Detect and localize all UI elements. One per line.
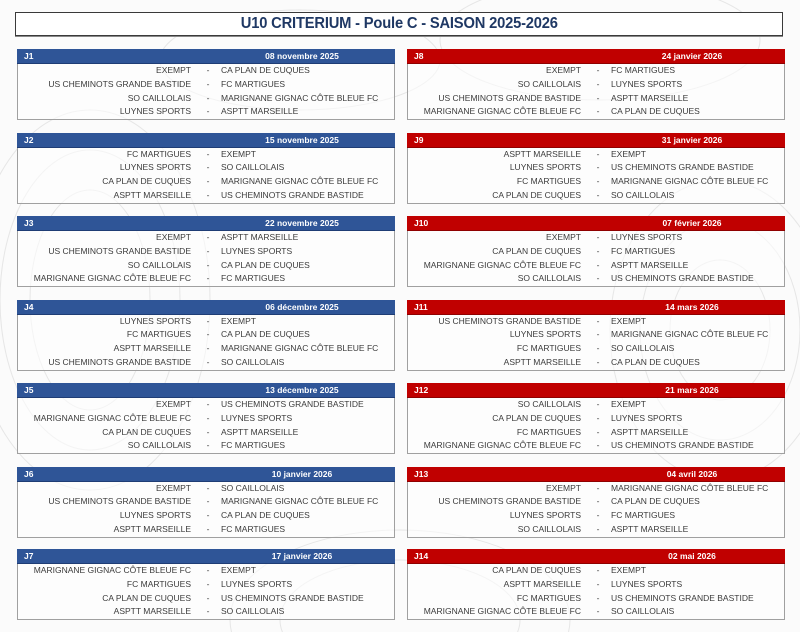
match-separator: - bbox=[206, 412, 210, 423]
round-date: 13 décembre 2025 bbox=[265, 385, 339, 395]
away-team: US CHEMINOTS GRANDE BASTIDE bbox=[221, 189, 364, 200]
home-team: SO CAILLOLAIS bbox=[127, 92, 191, 103]
away-team: ASPTT MARSEILLE bbox=[221, 426, 299, 437]
away-team: ASPTT MARSEILLE bbox=[221, 106, 299, 117]
away-team: US CHEMINOTS GRANDE BASTIDE bbox=[611, 440, 754, 451]
away-team: LUYNES SPORTS bbox=[611, 232, 683, 242]
match-row bbox=[18, 523, 394, 537]
match-separator: - bbox=[206, 92, 210, 103]
round-label: J2 bbox=[24, 134, 34, 145]
round-card-j1 bbox=[17, 49, 395, 120]
match-row bbox=[18, 356, 394, 370]
match-separator: - bbox=[206, 510, 210, 521]
match-separator: - bbox=[596, 245, 600, 256]
match-row bbox=[408, 426, 784, 440]
home-team: LUYNES SPORTS bbox=[119, 510, 191, 521]
match-row bbox=[408, 64, 784, 78]
match-row bbox=[408, 92, 784, 106]
round-date: 07 février 2026 bbox=[662, 218, 722, 228]
match-row bbox=[408, 148, 784, 162]
match-row bbox=[18, 439, 394, 453]
home-team: SO CAILLOLAIS bbox=[127, 440, 191, 451]
match-row bbox=[408, 189, 784, 203]
away-team: CA PLAN DE CUQUES bbox=[221, 65, 310, 75]
away-team: EXEMPT bbox=[221, 315, 256, 326]
match-separator: - bbox=[206, 245, 210, 256]
round-card-j9 bbox=[407, 133, 785, 204]
away-team: FC MARTIGUES bbox=[221, 78, 286, 89]
match-separator: - bbox=[596, 578, 600, 589]
match-separator: - bbox=[596, 162, 600, 173]
round-date: 14 mars 2026 bbox=[665, 301, 719, 312]
match-row bbox=[408, 495, 784, 509]
home-team: SO CAILLOLAIS bbox=[517, 399, 581, 409]
home-team: EXEMPT bbox=[156, 232, 191, 242]
match-row bbox=[408, 578, 784, 592]
round-card-j10 bbox=[407, 216, 785, 287]
match-separator: - bbox=[596, 510, 600, 521]
away-team: CA PLAN DE CUQUES bbox=[611, 496, 700, 507]
round-card-j8 bbox=[407, 49, 785, 120]
match-row bbox=[408, 272, 784, 286]
match-row bbox=[18, 272, 394, 286]
match-separator: - bbox=[596, 176, 600, 187]
match-row bbox=[18, 245, 394, 259]
away-team: LUYNES SPORTS bbox=[221, 412, 293, 423]
home-team: US CHEMINOTS GRANDE BASTIDE bbox=[48, 356, 191, 367]
match-row bbox=[408, 564, 784, 578]
home-team: US CHEMINOTS GRANDE BASTIDE bbox=[48, 78, 191, 89]
away-team: SO CAILLOLAIS bbox=[611, 606, 675, 617]
match-row bbox=[18, 328, 394, 342]
match-separator: - bbox=[206, 482, 210, 493]
match-separator: - bbox=[596, 606, 600, 617]
away-team: US CHEMINOTS GRANDE BASTIDE bbox=[611, 273, 754, 284]
match-row bbox=[18, 231, 394, 245]
round-label: J4 bbox=[24, 301, 34, 312]
match-row bbox=[18, 342, 394, 356]
round-date: 31 janvier 2026 bbox=[661, 134, 723, 145]
round-header bbox=[17, 133, 395, 148]
match-row bbox=[18, 105, 394, 119]
away-team: EXEMPT bbox=[611, 148, 646, 159]
away-team: US CHEMINOTS GRANDE BASTIDE bbox=[611, 592, 754, 603]
away-team: CA PLAN DE CUQUES bbox=[221, 510, 310, 521]
home-team: ASPTT MARSEILLE bbox=[113, 189, 191, 200]
round-date: 04 avril 2026 bbox=[666, 468, 718, 479]
home-team: LUYNES SPORTS bbox=[509, 162, 581, 173]
match-separator: - bbox=[596, 259, 600, 270]
round-label: J10 bbox=[414, 218, 429, 228]
match-row bbox=[18, 495, 394, 509]
away-team: FC MARTIGUES bbox=[611, 65, 676, 75]
round-label: J11 bbox=[414, 301, 428, 312]
match-separator: - bbox=[596, 399, 600, 409]
round-date: 17 janvier 2026 bbox=[271, 551, 333, 561]
round-card-j6 bbox=[17, 467, 395, 538]
match-separator: - bbox=[206, 65, 210, 75]
match-row bbox=[408, 315, 784, 329]
match-separator: - bbox=[596, 106, 600, 117]
match-row bbox=[18, 64, 394, 78]
round-card-j5 bbox=[17, 383, 395, 454]
round-card-j7 bbox=[17, 549, 395, 620]
match-separator: - bbox=[596, 329, 600, 340]
match-separator: - bbox=[206, 496, 210, 507]
home-team: MARIGNANE GIGNAC CÔTE BLEUE FC bbox=[423, 259, 581, 270]
match-row bbox=[408, 175, 784, 189]
home-team: FC MARTIGUES bbox=[126, 578, 191, 589]
away-team: LUYNES SPORTS bbox=[611, 578, 683, 589]
match-separator: - bbox=[596, 356, 600, 367]
away-team: EXEMPT bbox=[221, 565, 256, 575]
home-team: US CHEMINOTS GRANDE BASTIDE bbox=[438, 496, 581, 507]
away-team: EXEMPT bbox=[221, 148, 256, 159]
away-team: CA PLAN DE CUQUES bbox=[221, 259, 310, 270]
match-row bbox=[408, 439, 784, 453]
round-label: J6 bbox=[24, 468, 34, 479]
round-card-j2 bbox=[17, 133, 395, 204]
match-separator: - bbox=[596, 523, 600, 534]
match-separator: - bbox=[206, 162, 210, 173]
home-team: LUYNES SPORTS bbox=[509, 510, 581, 521]
round-card-j13 bbox=[407, 467, 785, 538]
round-header bbox=[407, 549, 785, 564]
match-separator: - bbox=[596, 343, 600, 354]
home-team: MARIGNANE GIGNAC CÔTE BLEUE FC bbox=[423, 106, 581, 117]
match-separator: - bbox=[206, 189, 210, 200]
match-separator: - bbox=[596, 592, 600, 603]
away-team: SO CAILLOLAIS bbox=[221, 482, 285, 493]
match-separator: - bbox=[206, 232, 210, 242]
home-team: ASPTT MARSEILLE bbox=[113, 343, 191, 354]
round-header bbox=[17, 49, 395, 64]
home-team: LUYNES SPORTS bbox=[119, 315, 191, 326]
match-separator: - bbox=[206, 440, 210, 451]
round-label: J13 bbox=[414, 468, 429, 479]
round-header bbox=[407, 383, 785, 398]
match-row bbox=[18, 78, 394, 92]
match-separator: - bbox=[206, 399, 210, 409]
round-date: 24 janvier 2026 bbox=[661, 51, 723, 61]
round-date: 06 décembre 2025 bbox=[265, 301, 339, 312]
round-label: J8 bbox=[414, 51, 424, 61]
match-row bbox=[408, 259, 784, 273]
round-card-j4 bbox=[17, 300, 395, 371]
home-team: LUYNES SPORTS bbox=[119, 106, 191, 117]
home-team: MARIGNANE GIGNAC CÔTE BLEUE FC bbox=[423, 606, 581, 617]
match-separator: - bbox=[596, 565, 600, 575]
home-team: CA PLAN DE CUQUES bbox=[102, 592, 191, 603]
match-separator: - bbox=[596, 426, 600, 437]
match-separator: - bbox=[206, 523, 210, 534]
home-team: ASPTT MARSEILLE bbox=[503, 356, 581, 367]
match-separator: - bbox=[596, 148, 600, 159]
round-date: 10 janvier 2026 bbox=[271, 468, 333, 479]
match-separator: - bbox=[206, 148, 210, 159]
round-card-j3 bbox=[17, 216, 395, 287]
away-team: SO CAILLOLAIS bbox=[611, 343, 675, 354]
home-team: FC MARTIGUES bbox=[516, 426, 581, 437]
match-separator: - bbox=[596, 412, 600, 423]
match-row bbox=[408, 412, 784, 426]
match-separator: - bbox=[206, 315, 210, 326]
match-separator: - bbox=[206, 426, 210, 437]
away-team: US CHEMINOTS GRANDE BASTIDE bbox=[221, 592, 364, 603]
round-label: J7 bbox=[24, 551, 34, 561]
match-row bbox=[18, 578, 394, 592]
home-team: ASPTT MARSEILLE bbox=[113, 523, 191, 534]
away-team: FC MARTIGUES bbox=[611, 245, 676, 256]
match-row bbox=[408, 509, 784, 523]
away-team: FC MARTIGUES bbox=[221, 273, 286, 284]
home-team: US CHEMINOTS GRANDE BASTIDE bbox=[438, 92, 581, 103]
round-header bbox=[407, 300, 785, 315]
match-separator: - bbox=[596, 189, 600, 200]
match-separator: - bbox=[206, 356, 210, 367]
home-team: SO CAILLOLAIS bbox=[517, 523, 581, 534]
home-team: CA PLAN DE CUQUES bbox=[492, 412, 581, 423]
round-card-j12 bbox=[407, 383, 785, 454]
away-team: MARIGNANE GIGNAC CÔTE BLEUE FC bbox=[221, 176, 379, 187]
home-team: EXEMPT bbox=[546, 482, 581, 493]
home-team: LUYNES SPORTS bbox=[509, 329, 581, 340]
away-team: LUYNES SPORTS bbox=[221, 245, 293, 256]
round-date: 08 novembre 2025 bbox=[265, 51, 339, 61]
away-team: EXEMPT bbox=[611, 399, 646, 409]
away-team: MARIGNANE GIGNAC CÔTE BLEUE FC bbox=[221, 92, 379, 103]
away-team: SO CAILLOLAIS bbox=[611, 189, 675, 200]
away-team: SO CAILLOLAIS bbox=[221, 356, 285, 367]
round-header bbox=[407, 467, 785, 482]
home-team: EXEMPT bbox=[156, 482, 191, 493]
home-team: EXEMPT bbox=[546, 232, 581, 242]
match-row bbox=[18, 398, 394, 412]
page-title-box bbox=[15, 12, 783, 36]
home-team: US CHEMINOTS GRANDE BASTIDE bbox=[438, 315, 581, 326]
round-date: 21 mars 2026 bbox=[665, 385, 719, 395]
round-label: J14 bbox=[414, 551, 429, 561]
round-header bbox=[17, 383, 395, 398]
home-team: CA PLAN DE CUQUES bbox=[102, 176, 191, 187]
match-row bbox=[18, 564, 394, 578]
away-team: LUYNES SPORTS bbox=[611, 78, 683, 89]
match-separator: - bbox=[596, 496, 600, 507]
match-row bbox=[18, 482, 394, 496]
away-team: US CHEMINOTS GRANDE BASTIDE bbox=[611, 162, 754, 173]
home-team: FC MARTIGUES bbox=[126, 329, 191, 340]
match-row bbox=[18, 605, 394, 619]
away-team: CA PLAN DE CUQUES bbox=[611, 356, 700, 367]
match-row bbox=[408, 398, 784, 412]
match-row bbox=[18, 592, 394, 606]
home-team: CA PLAN DE CUQUES bbox=[492, 245, 581, 256]
away-team: MARIGNANE GIGNAC CÔTE BLEUE FC bbox=[221, 343, 379, 354]
away-team: EXEMPT bbox=[611, 565, 646, 575]
match-separator: - bbox=[206, 259, 210, 270]
home-team: ASPTT MARSEILLE bbox=[113, 606, 191, 617]
away-team: ASPTT MARSEILLE bbox=[611, 259, 689, 270]
away-team: US CHEMINOTS GRANDE BASTIDE bbox=[221, 399, 364, 409]
away-team: EXEMPT bbox=[611, 315, 646, 326]
home-team: SO CAILLOLAIS bbox=[517, 78, 581, 89]
home-team: FC MARTIGUES bbox=[516, 592, 581, 603]
home-team: MARIGNANE GIGNAC CÔTE BLEUE FC bbox=[33, 565, 191, 575]
match-row bbox=[408, 231, 784, 245]
round-card-j14 bbox=[407, 549, 785, 620]
round-date: 02 mai 2026 bbox=[668, 551, 716, 561]
round-label: J12 bbox=[414, 385, 429, 395]
home-team: CA PLAN DE CUQUES bbox=[492, 189, 581, 200]
round-header bbox=[407, 49, 785, 64]
home-team: ASPTT MARSEILLE bbox=[503, 148, 581, 159]
away-team: FC MARTIGUES bbox=[221, 440, 286, 451]
match-row bbox=[408, 105, 784, 119]
round-date: 15 novembre 2025 bbox=[265, 134, 339, 145]
match-separator: - bbox=[596, 92, 600, 103]
home-team: FC MARTIGUES bbox=[516, 176, 581, 187]
away-team: MARIGNANE GIGNAC CÔTE BLEUE FC bbox=[611, 329, 769, 340]
match-separator: - bbox=[206, 176, 210, 187]
match-separator: - bbox=[596, 78, 600, 89]
match-separator: - bbox=[206, 273, 210, 284]
away-team: MARIGNANE GIGNAC CÔTE BLEUE FC bbox=[221, 496, 379, 507]
match-separator: - bbox=[206, 592, 210, 603]
match-row bbox=[408, 482, 784, 496]
away-team: LUYNES SPORTS bbox=[221, 578, 293, 589]
match-separator: - bbox=[596, 65, 600, 75]
match-row bbox=[18, 161, 394, 175]
match-separator: - bbox=[206, 565, 210, 575]
round-header bbox=[407, 133, 785, 148]
away-team: FC MARTIGUES bbox=[221, 523, 286, 534]
home-team: CA PLAN DE CUQUES bbox=[492, 565, 581, 575]
round-label: J5 bbox=[24, 385, 34, 395]
match-row bbox=[18, 259, 394, 273]
round-label: J1 bbox=[24, 51, 34, 61]
match-row bbox=[18, 509, 394, 523]
match-separator: - bbox=[596, 232, 600, 242]
match-row bbox=[408, 245, 784, 259]
home-team: EXEMPT bbox=[546, 65, 581, 75]
match-row bbox=[408, 328, 784, 342]
match-row bbox=[18, 175, 394, 189]
away-team: FC MARTIGUES bbox=[611, 510, 676, 521]
match-row bbox=[408, 523, 784, 537]
round-label: J9 bbox=[414, 134, 424, 145]
round-header bbox=[17, 216, 395, 231]
home-team: EXEMPT bbox=[156, 65, 191, 75]
away-team: LUYNES SPORTS bbox=[611, 412, 683, 423]
away-team: ASPTT MARSEILLE bbox=[221, 232, 299, 242]
match-separator: - bbox=[206, 343, 210, 354]
match-separator: - bbox=[206, 606, 210, 617]
away-team: ASPTT MARSEILLE bbox=[611, 523, 689, 534]
match-separator: - bbox=[596, 440, 600, 451]
away-team: MARIGNANE GIGNAC CÔTE BLEUE FC bbox=[611, 482, 769, 493]
home-team: FC MARTIGUES bbox=[126, 148, 191, 159]
away-team: CA PLAN DE CUQUES bbox=[221, 329, 310, 340]
round-card-j11 bbox=[407, 300, 785, 371]
match-separator: - bbox=[206, 329, 210, 340]
match-row bbox=[408, 342, 784, 356]
away-team: ASPTT MARSEILLE bbox=[611, 426, 689, 437]
home-team: MARIGNANE GIGNAC CÔTE BLEUE FC bbox=[33, 412, 191, 423]
match-separator: - bbox=[206, 106, 210, 117]
round-header bbox=[407, 216, 785, 231]
match-row bbox=[18, 148, 394, 162]
away-team: SO CAILLOLAIS bbox=[221, 162, 285, 173]
away-team: ASPTT MARSEILLE bbox=[611, 92, 689, 103]
round-label: J3 bbox=[24, 218, 34, 228]
match-row bbox=[18, 92, 394, 106]
away-team: MARIGNANE GIGNAC CÔTE BLEUE FC bbox=[611, 176, 769, 187]
home-team: CA PLAN DE CUQUES bbox=[102, 426, 191, 437]
home-team: LUYNES SPORTS bbox=[119, 162, 191, 173]
match-row bbox=[408, 161, 784, 175]
away-team: SO CAILLOLAIS bbox=[221, 606, 285, 617]
match-separator: - bbox=[596, 315, 600, 326]
away-team: CA PLAN DE CUQUES bbox=[611, 106, 700, 117]
home-team: US CHEMINOTS GRANDE BASTIDE bbox=[48, 245, 191, 256]
page-title: U10 CRITERIUM - Poule C - SAISON 2025-2026 bbox=[240, 15, 558, 32]
home-team: EXEMPT bbox=[156, 399, 191, 409]
match-row bbox=[408, 605, 784, 619]
match-separator: - bbox=[596, 482, 600, 493]
round-header bbox=[17, 467, 395, 482]
home-team: SO CAILLOLAIS bbox=[127, 259, 191, 270]
match-separator: - bbox=[206, 78, 210, 89]
home-team: MARIGNANE GIGNAC CÔTE BLEUE FC bbox=[33, 273, 191, 284]
match-row bbox=[18, 189, 394, 203]
match-separator: - bbox=[206, 578, 210, 589]
match-row bbox=[18, 315, 394, 329]
match-row bbox=[408, 78, 784, 92]
home-team: MARIGNANE GIGNAC CÔTE BLEUE FC bbox=[423, 440, 581, 451]
round-header bbox=[17, 549, 395, 564]
round-header bbox=[17, 300, 395, 315]
match-separator: - bbox=[596, 273, 600, 284]
match-row bbox=[18, 426, 394, 440]
home-team: US CHEMINOTS GRANDE BASTIDE bbox=[48, 496, 191, 507]
match-row bbox=[408, 356, 784, 370]
match-row bbox=[18, 412, 394, 426]
home-team: SO CAILLOLAIS bbox=[517, 273, 581, 284]
match-row bbox=[408, 592, 784, 606]
home-team: FC MARTIGUES bbox=[516, 343, 581, 354]
home-team: ASPTT MARSEILLE bbox=[503, 578, 581, 589]
round-date: 22 novembre 2025 bbox=[265, 218, 339, 228]
